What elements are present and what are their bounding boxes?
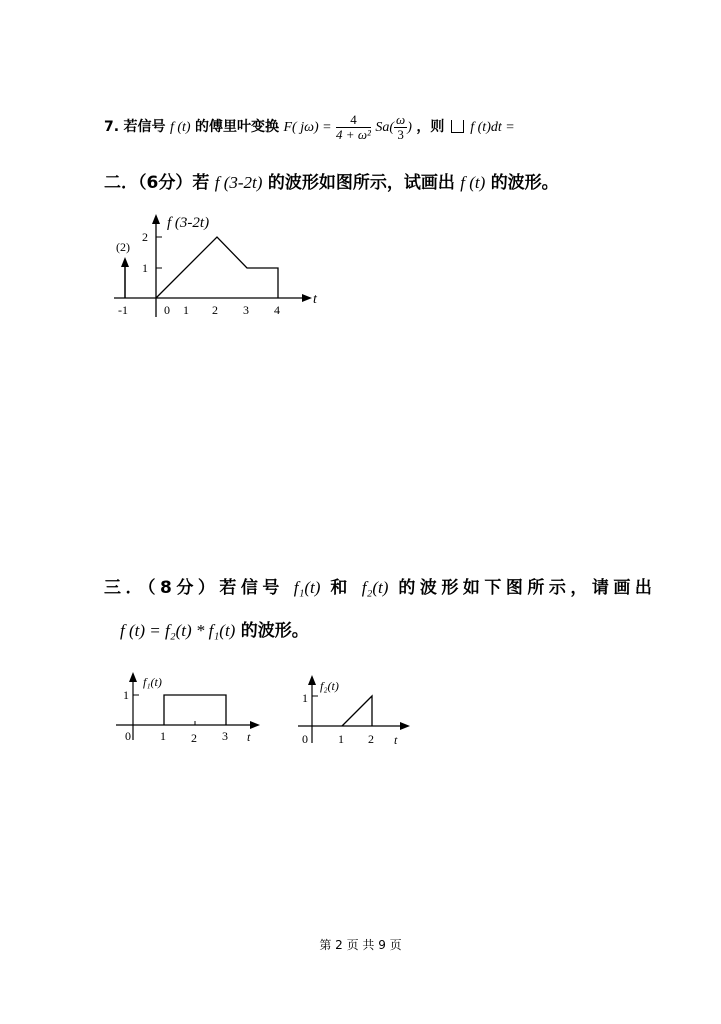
section-3-f1: f₁(t) (293, 578, 321, 597)
figure1-xtick-label-1: 1 (183, 303, 189, 317)
q7-sa-num: ω (396, 111, 406, 127)
section-2-text: 的波形如图所示，试画出 (267, 173, 455, 193)
section-3-f2: f₂(t) (361, 578, 389, 597)
figure1-x-arrow-icon (302, 294, 312, 302)
figure3-y-arrow-icon (308, 675, 316, 685)
section-3-heading (104, 573, 656, 598)
figure3-ylabel: f₂(t) (320, 679, 339, 693)
figure2-xtick-label-3: 3 (222, 729, 228, 743)
figure3-xlabel: t (394, 733, 398, 747)
figure2-xtick-label-2: 2 (191, 731, 197, 745)
figure2-xtick-label-0: 0 (125, 729, 131, 743)
figure1-xtick-label-0: 0 (164, 303, 170, 317)
q7-sa: Sa( (375, 120, 395, 135)
figure2-xtick-label-1: 1 (160, 729, 166, 743)
section-3-title: 三．（8分）若信号 (104, 578, 284, 598)
figure2-y-arrow-icon (129, 672, 137, 682)
q7-text-signal: 若信号 (123, 119, 166, 135)
section-3-convolution-expr: f (t) = f₂(t) * f₁(t) (120, 621, 236, 640)
figure1-ylabel: f (3-2t) (167, 215, 210, 231)
figure1-xtick-label-3: 3 (243, 303, 249, 317)
section-3-and: 和 (330, 578, 352, 598)
figure3-x-arrow-icon (400, 722, 410, 730)
figure1-xtick-label--1: -1 (118, 303, 128, 317)
figure3-ytick-label-1: 1 (302, 691, 308, 705)
figure2-ylabel: f₁(t) (143, 675, 162, 689)
figure2-xlabel: t (247, 730, 251, 744)
section-2-expr: f (3-2t) (214, 173, 263, 192)
figure1-ytick-label-1: 1 (142, 261, 148, 275)
figure1-xtick-label-2: 2 (212, 303, 218, 317)
section-3-line2 (120, 616, 309, 641)
q7-sa-fraction (394, 113, 407, 142)
figure-f1 (108, 665, 268, 750)
section-3-text: 的波形如下图所示，请画出 (398, 578, 657, 598)
q7-text-fourier: 的傅里叶变换 (195, 119, 280, 135)
q7-sa-close: ) (407, 120, 412, 135)
figure1-waveform (156, 237, 278, 298)
q7-F-jw: F( jω) = (283, 120, 332, 135)
figure-f2 (290, 668, 420, 753)
figure2-waveform (164, 695, 226, 725)
question-7 (104, 112, 515, 143)
integral-icon (451, 120, 464, 133)
figure1-impulse-arrow-icon (121, 257, 129, 267)
section-2-title: 二．（6分）若 (104, 173, 210, 193)
figure1-xtick-label-4: 4 (274, 303, 280, 317)
figure3-xtick-label-2: 2 (368, 732, 374, 746)
q7-fraction-num: 4 (336, 113, 371, 128)
section-3-line2-text: 的波形。 (240, 621, 309, 641)
figure2-ytick-label-1: 1 (123, 688, 129, 702)
section-2-f-t: f (t) (460, 173, 486, 192)
figure3-xtick-label-0: 0 (302, 732, 308, 746)
q7-integral-expr: f (t)dt = (470, 120, 515, 135)
section-2-heading (104, 168, 559, 193)
figure-f-3-2t (100, 205, 340, 330)
figure1-xlabel: t (313, 292, 317, 307)
figure3-waveform (342, 696, 372, 726)
figure1-impulse-label: (2) (116, 240, 130, 254)
figure1-y-arrow-icon (152, 214, 160, 224)
q7-number: 7. (104, 119, 120, 135)
page-footer: 第 2 页 共 9 页 (319, 938, 402, 952)
figure1-ytick-label-2: 2 (142, 230, 148, 244)
figure3-xtick-label-1: 1 (338, 732, 344, 746)
q7-text-then: ，则 (416, 119, 445, 135)
q7-f-t: f (t) (169, 120, 191, 135)
q7-fraction-den: 4 + ω² (336, 126, 371, 142)
section-2-text-end: 的波形。 (490, 173, 559, 193)
q7-fraction (336, 113, 371, 142)
q7-sa-den: 3 (397, 126, 404, 142)
figure2-x-arrow-icon (250, 721, 260, 729)
